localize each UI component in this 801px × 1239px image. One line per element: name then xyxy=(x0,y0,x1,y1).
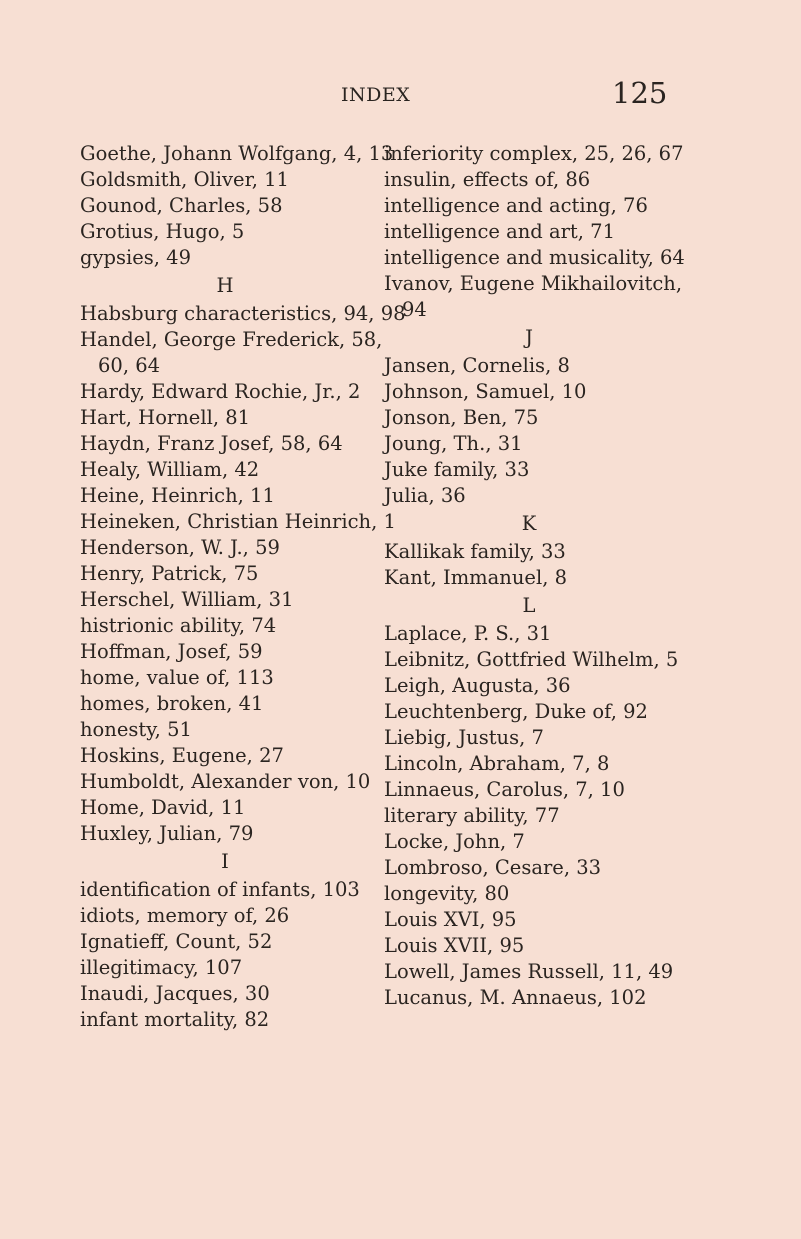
index-entry: Kallikak family, 33 xyxy=(384,540,566,563)
index-entry: Humboldt, Alexander von, 10 xyxy=(80,770,371,793)
index-entry: idiots, memory of, 26 xyxy=(80,904,290,927)
index-entry: Hardy, Edward Rochie, Jr., 2 xyxy=(80,380,361,403)
index-entry: intelligence and musicality, 64 xyxy=(384,246,685,269)
index-entry: Liebig, Justus, 7 xyxy=(384,726,544,749)
index-entry: homes, broken, 41 xyxy=(80,692,264,715)
index-entry: Inaudi, Jacques, 30 xyxy=(80,982,270,1005)
index-entry: home, value of, 113 xyxy=(80,666,274,689)
section-letter-heading: L xyxy=(522,594,536,617)
index-entry: Handel, George Frederick, 58, xyxy=(80,328,383,351)
index-entry: Louis XVII, 95 xyxy=(384,934,525,957)
index-entry: Hoskins, Eugene, 27 xyxy=(80,744,284,767)
index-entry: Heineken, Christian Heinrich, 1 xyxy=(80,510,396,533)
index-entry: Henderson, W. J., 59 xyxy=(80,536,280,559)
index-entry: Huxley, Julian, 79 xyxy=(80,822,254,845)
index-entry: longevity, 80 xyxy=(384,882,510,905)
index-column-left xyxy=(80,141,406,1033)
index-entry: Leuchtenberg, Duke of, 92 xyxy=(384,700,648,723)
index-entry: Jonson, Ben, 75 xyxy=(384,406,539,429)
index-entry: Habsburg characteristics, 94, 98 xyxy=(80,302,406,325)
index-entry: identification of infants, 103 xyxy=(80,878,360,901)
index-entry: Goethe, Johann Wolfgang, 4, 13 xyxy=(80,142,394,165)
section-letter-heading: K xyxy=(521,512,537,535)
index-entry: intelligence and acting, 76 xyxy=(384,194,648,217)
index-entry: intelligence and art, 71 xyxy=(384,220,615,243)
index-entry: infant mortality, 82 xyxy=(80,1008,270,1031)
index-entry: Henry, Patrick, 75 xyxy=(80,562,259,585)
index-entry: Lombroso, Cesare, 33 xyxy=(384,856,602,879)
index-entry: Joung, Th., 31 xyxy=(384,432,523,455)
index-entry: histrionic ability, 74 xyxy=(80,614,277,637)
page-number: 125 xyxy=(612,76,668,110)
index-entry: honesty, 51 xyxy=(80,718,192,741)
index-entry: Lucanus, M. Annaeus, 102 xyxy=(384,986,647,1009)
index-entry: Leigh, Augusta, 36 xyxy=(384,674,571,697)
index-entry: inferiority complex, 25, 26, 67 xyxy=(384,142,684,165)
index-entry: Ignatieff, Count, 52 xyxy=(80,930,273,953)
index-entry: Heine, Heinrich, 11 xyxy=(80,484,275,507)
index-entry: illegitimacy, 107 xyxy=(80,956,243,979)
index-entry: Julia, 36 xyxy=(384,484,466,507)
section-letter-heading: H xyxy=(216,274,234,297)
index-column-right xyxy=(384,141,685,1011)
running-head-title: INDEX xyxy=(341,84,411,106)
index-entry: Lowell, James Russell, 11, 49 xyxy=(384,960,674,983)
index-entry: Laplace, P. S., 31 xyxy=(384,622,552,645)
index-entry: Hoffman, Josef, 59 xyxy=(80,640,263,663)
index-entry: Leibnitz, Gottfried Wilhelm, 5 xyxy=(384,648,679,671)
index-entry: Goldsmith, Oliver, 11 xyxy=(80,168,289,191)
index-entry: insulin, effects of, 86 xyxy=(384,168,591,191)
index-entry-continuation: 60, 64 xyxy=(98,354,161,377)
index-entry: Hart, Hornell, 81 xyxy=(80,406,251,429)
index-entry: Jansen, Cornelis, 8 xyxy=(384,354,570,377)
index-entry: Lincoln, Abraham, 7, 8 xyxy=(384,752,610,775)
index-entry: literary ability, 77 xyxy=(384,804,560,827)
index-entry: Linnaeus, Carolus, 7, 10 xyxy=(384,778,625,801)
index-entry: Healy, William, 42 xyxy=(80,458,260,481)
index-entry: Locke, John, 7 xyxy=(384,830,525,853)
section-letter-heading: I xyxy=(221,850,229,873)
index-entry: Johnson, Samuel, 10 xyxy=(384,380,587,403)
index-entry: Home, David, 11 xyxy=(80,796,246,819)
index-entry: Herschel, William, 31 xyxy=(80,588,294,611)
index-entry: Haydn, Franz Josef, 58, 64 xyxy=(80,432,343,455)
index-entry: Ivanov, Eugene Mikhailovitch, xyxy=(384,272,683,295)
index-entry: gypsies, 49 xyxy=(80,246,191,269)
index-entry: Kant, Immanuel, 8 xyxy=(384,566,567,589)
index-entry: Grotius, Hugo, 5 xyxy=(80,220,245,243)
index-entry: Gounod, Charles, 58 xyxy=(80,194,283,217)
index-entry: Juke family, 33 xyxy=(384,458,530,481)
section-letter-heading: J xyxy=(525,326,533,349)
index-entry: Louis XVI, 95 xyxy=(384,908,517,931)
index-entry-continuation: 94 xyxy=(402,298,427,321)
